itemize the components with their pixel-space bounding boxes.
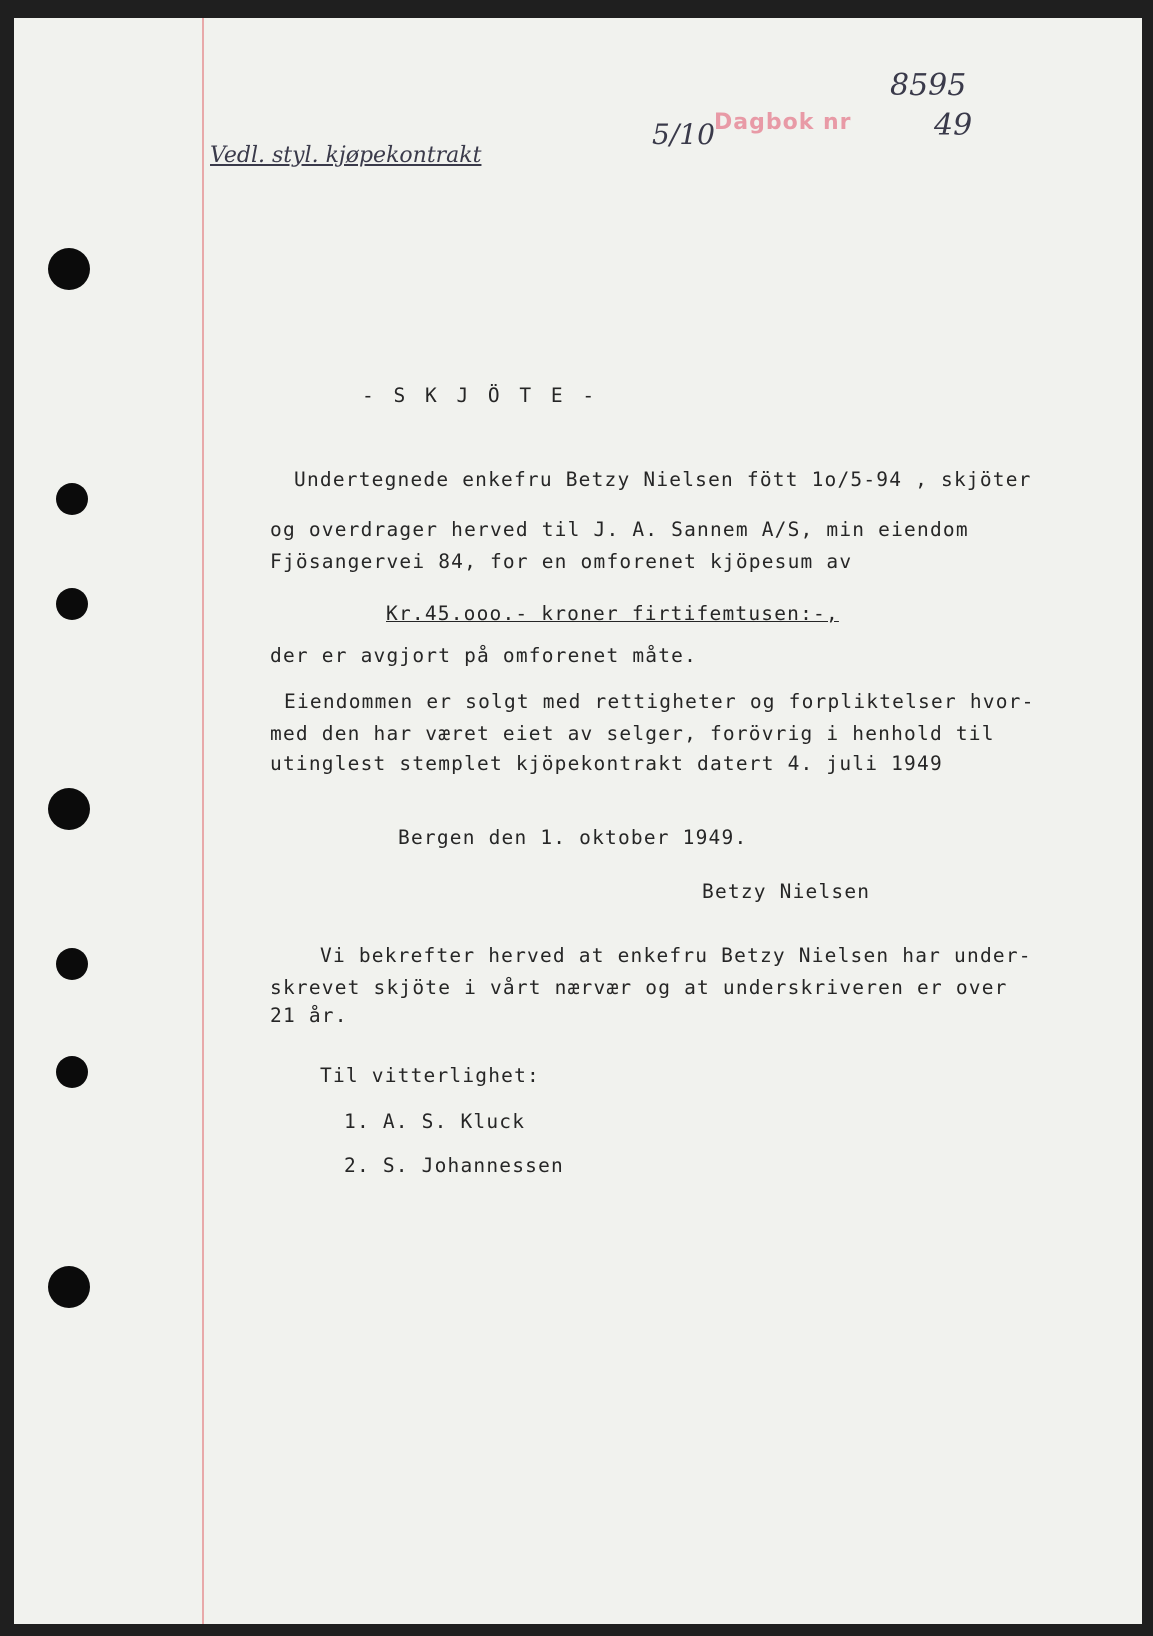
confirmation-line-3: 21 år.: [270, 1004, 348, 1027]
punch-hole-1: [48, 248, 90, 290]
witness-heading: Til vitterlighet:: [320, 1064, 540, 1087]
body-line-3: Fjösangervei 84, for en omforenet kjöpesum av: [270, 550, 853, 573]
body-line-5: Eiendommen er solgt med rettigheter og forpliktelser hvor-: [284, 690, 1035, 713]
body-line-2: og overdrager herved til J. A. Sannem A/S, min eiendom: [270, 518, 969, 541]
margin-line: [202, 18, 204, 1624]
witness-2: 2. S. Johannessen: [344, 1154, 564, 1177]
witness-1: 1. A. S. Kluck: [344, 1110, 526, 1133]
body-line-6: med den har været eiet av selger, forövrig i henhold til: [270, 722, 995, 745]
punch-hole-5: [56, 948, 88, 980]
confirmation-line-2: skrevet skjöte i vårt nærvær og at underskriveren er over: [270, 976, 1008, 999]
punch-hole-6: [56, 1056, 88, 1088]
date-note: 5/10: [652, 118, 715, 151]
document-page: [14, 18, 1142, 1624]
punch-hole-3: [56, 588, 88, 620]
body-line-1: Undertegnede enkefru Betzy Nielsen fött 1o/5-94 , skjöter: [294, 468, 1032, 491]
dagbok-stamp: Dagbok nr: [714, 110, 852, 135]
punch-hole-7: [48, 1266, 90, 1308]
punch-hole-2: [56, 483, 88, 515]
margin-note: Vedl. styl. kjøpekontrakt: [210, 143, 482, 168]
body-line-7: utinglest stemplet kjöpekontrakt datert 4. juli 1949: [270, 752, 943, 775]
journal-year: 49: [934, 108, 973, 143]
purchase-amount: Kr.45.ooo.- kroner firtifemtusen:-,: [386, 602, 839, 625]
punch-hole-4: [48, 788, 90, 830]
journal-number: 8595: [890, 68, 967, 103]
place-date: Bergen den 1. oktober 1949.: [398, 826, 748, 849]
document-title: - S K J Ö T E -: [362, 384, 599, 407]
confirmation-line-1: Vi bekrefter herved at enkefru Betzy Nielsen har under-: [320, 944, 1032, 967]
body-line-4: der er avgjort på omforenet måte.: [270, 644, 698, 667]
signature-name: Betzy Nielsen: [702, 880, 871, 903]
